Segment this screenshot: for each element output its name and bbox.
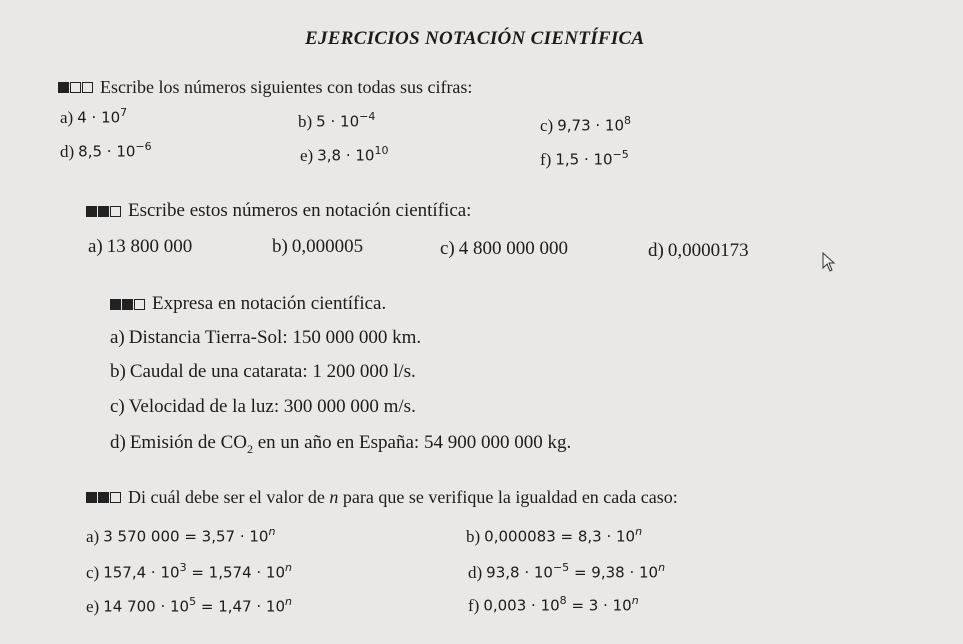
ex1-item-c: c) $9,73 \cdot 10^8$ — [540, 114, 632, 135]
ex2-heading-row — [86, 200, 471, 222]
ex2-item-b: b) 0,000005 — [272, 236, 364, 257]
ex3-item-d: d) Emisión de $CO_2$ en un año en España: 54 900 000 000 kg. — [110, 432, 572, 456]
ex3-item-b: b) Caudal de una catarata: 1 200 000 l/s. — [110, 361, 416, 382]
page-title: EJERCICIOS NOTACIÓN CIENTÍFICA — [305, 28, 645, 49]
difficulty-squares-icon — [58, 82, 94, 93]
mouse-pointer-icon — [822, 252, 836, 272]
ex4-item-c: c) $157,4 \cdot 10^3 = 1,574 \cdot 10^n$ — [86, 561, 292, 582]
ex2-heading: Escribe estos números en notación científica: — [128, 200, 472, 221]
ex1-heading-row — [58, 77, 472, 98]
ex3-item-c: c) Velocidad de la luz: 300 000 000 m/s. — [110, 396, 416, 417]
difficulty-squares-icon — [86, 206, 122, 217]
ex2-item-d: d) 0,0000173 — [648, 240, 749, 261]
ex4-item-f: f) $0,003 \cdot 10^8 = 3 \cdot 10^n$ — [468, 594, 639, 615]
difficulty-squares-icon — [110, 299, 146, 310]
ex4-heading: Di cuál debe ser el valor de n para que se verifique la igualdad en cada caso: — [128, 487, 678, 507]
ex4-item-a: a) 3 570 $000 = 3,57 \cdot 10^n$ — [86, 525, 276, 546]
ex2-item-a: a) 13 800 000 — [88, 236, 193, 257]
ex1-heading: Escribe los números siguientes con todas sus cifras: — [100, 77, 473, 97]
ex3-item-a: a) Distancia Tierra-Sol: 150 000 000 km. — [110, 327, 422, 348]
ex4-item-e: e) 14 $700 \cdot 10^5 = 1,47 \cdot 10^n$ — [86, 595, 292, 616]
ex4-item-d: d) $93,8 \cdot 10^{-5} = 9,38 \cdot 10^n$ — [468, 561, 666, 582]
ex3-heading-row — [110, 293, 386, 315]
difficulty-squares-icon — [86, 492, 122, 503]
ex4-heading-row — [86, 487, 678, 508]
ex1-item-e: e) $3,8 \cdot 10^{10}$ — [300, 144, 389, 165]
ex1-item-d: d) $8,5 \cdot 10^{-6}$ — [60, 140, 152, 161]
ex2-item-c: c) 4 800 000 000 — [440, 238, 569, 259]
ex1-item-a: a) $4 \cdot 10^7$ — [60, 106, 128, 127]
ex4-item-b: b) $0,000083 = 8,3 \cdot 10^n$ — [466, 525, 643, 546]
ex1-item-f: f) $1,5 \cdot 10^{-5}$ — [540, 148, 629, 169]
ex1-item-b: b) $5 \cdot 10^{-4}$ — [298, 110, 376, 131]
ex3-heading: Expresa en notación científica. — [152, 293, 387, 314]
